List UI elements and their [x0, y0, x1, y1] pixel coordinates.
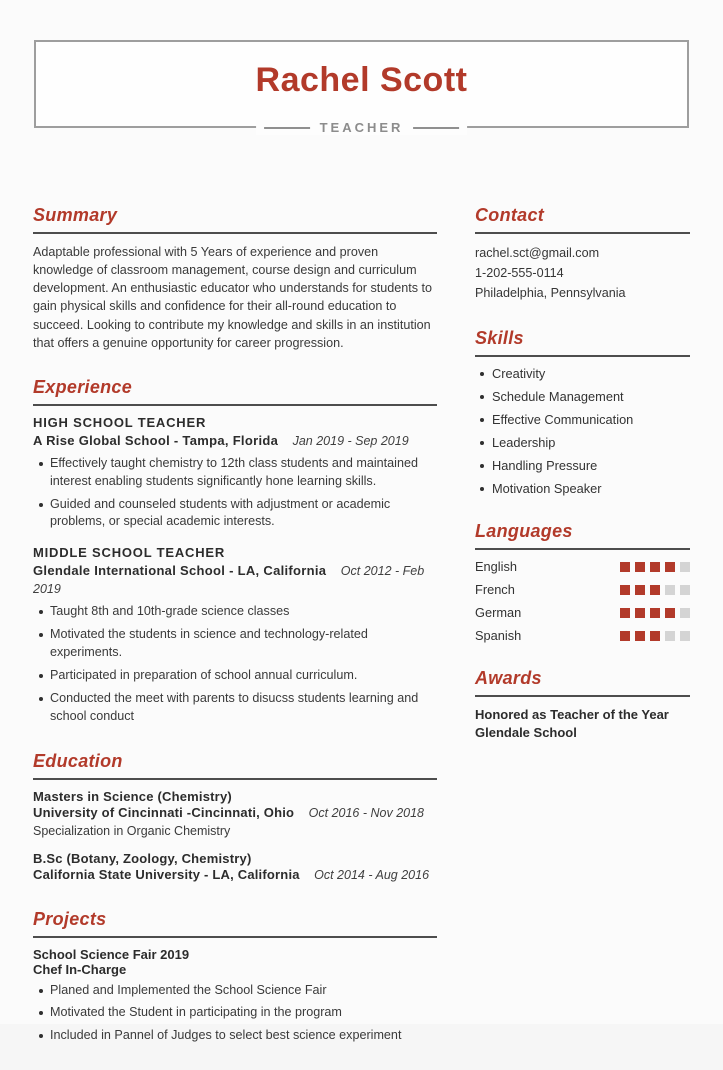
- level-square: [680, 562, 690, 572]
- skill-item: Motivation Speaker: [475, 481, 690, 496]
- languages-title: Languages: [475, 521, 690, 550]
- level-square: [620, 562, 630, 572]
- job-dates: Jan 2019 - Sep 2019: [292, 433, 409, 448]
- education-entry: [33, 851, 437, 884]
- level-square: [650, 631, 660, 641]
- language-name: German: [475, 605, 522, 620]
- language-level-indicator: [620, 562, 690, 572]
- section-education: [33, 751, 437, 884]
- school-line: [33, 866, 437, 884]
- section-languages: [475, 521, 690, 643]
- level-square: [650, 608, 660, 618]
- section-projects: [33, 909, 437, 1046]
- awards-title: Awards: [475, 668, 690, 697]
- summary-text: Adaptable professional with 5 Years of experience and proven knowledge of classroom management, course design and curriculum development. An enthusiastic educator who understands for students to gain physical skills and confidence for their all-round education to succeed. Looking to contribute my knowledge and skills in an institution that offers a genuine opportunity for career progression.: [33, 245, 433, 350]
- level-square: [635, 608, 645, 618]
- school-line: [33, 804, 437, 822]
- language-name: Spanish: [475, 628, 522, 643]
- page-title: Rachel Scott: [255, 60, 468, 99]
- skill-item: Effective Communication: [475, 412, 690, 427]
- award-text: Honored as Teacher of the Year: [475, 707, 669, 722]
- right-dash-divider: [413, 127, 459, 129]
- level-square: [650, 562, 660, 572]
- school-name: California State University - LA, California: [33, 866, 300, 882]
- level-square: [650, 585, 660, 595]
- job-org: Glendale International School - LA, California: [33, 563, 327, 579]
- section-experience: [33, 377, 437, 726]
- degree-name: B.Sc (Botany, Zoology, Chemistry): [33, 850, 252, 866]
- section-skills: [475, 328, 690, 496]
- project-bullet-list: [33, 982, 437, 1046]
- education-entry: [33, 789, 437, 838]
- skills-title: Skills: [475, 328, 690, 357]
- job-org: A Rise Global School - Tampa, Florida: [33, 432, 279, 448]
- resume-header: [34, 40, 689, 135]
- experience-entry: [33, 415, 437, 532]
- summary-title: Summary: [33, 205, 437, 234]
- level-square: [665, 585, 675, 595]
- left-dash-divider: [264, 127, 310, 129]
- project-role: Chef In-Charge: [33, 961, 127, 977]
- skill-item: Creativity: [475, 366, 690, 381]
- job-dates: Oct 2012 - Feb 2019: [33, 564, 425, 597]
- level-square: [620, 631, 630, 641]
- language-level-indicator: [620, 585, 690, 595]
- level-square: [665, 562, 675, 572]
- section-awards: [475, 668, 690, 741]
- contact-phone: 1-202-555-0114: [475, 266, 564, 280]
- language-name: French: [475, 582, 515, 597]
- job-bullet-list: [33, 455, 437, 532]
- job-bullet: Participated in preparation of school annual curriculum.: [33, 667, 437, 685]
- job-bullet: Effectively taught chemistry to 12th class students and maintained interest enabling students significantly hone learning skills.: [33, 455, 437, 491]
- award-text: Glendale School: [475, 724, 577, 740]
- project-name: School Science Fair 2019: [33, 946, 190, 962]
- school-name: University of Cincinnati -Cincinnati, Ohio: [33, 804, 295, 820]
- language-level-indicator: [620, 608, 690, 618]
- language-name: English: [475, 559, 517, 574]
- project-bullet: Planed and Implemented the School Science Fair: [33, 982, 437, 1000]
- right-column: [475, 205, 690, 1070]
- language-row: [475, 582, 690, 597]
- job-bullet: Taught 8th and 10th-grade science classes: [33, 603, 437, 621]
- job-role: HIGH SCHOOL TEACHER: [33, 414, 207, 430]
- degree-name: Masters in Science (Chemistry): [33, 788, 232, 804]
- role-label: [256, 120, 468, 135]
- experience-entry: [33, 545, 437, 725]
- language-row: [475, 605, 690, 620]
- job-role: MIDDLE SCHOOL TEACHER: [33, 545, 226, 561]
- project-bullet: Included in Pannel of Judges to select best science experiment: [33, 1027, 437, 1045]
- level-square: [635, 631, 645, 641]
- education-note: Specialization in Organic Chemistry: [33, 823, 231, 838]
- level-square: [680, 631, 690, 641]
- education-dates: Oct 2014 - Aug 2016: [314, 867, 430, 882]
- level-square: [620, 608, 630, 618]
- contact-email: rachel.sct@gmail.com: [475, 246, 600, 260]
- language-row: [475, 628, 690, 643]
- section-contact: [475, 205, 690, 303]
- contact-title: Contact: [475, 205, 690, 234]
- level-square: [680, 608, 690, 618]
- left-column: [33, 205, 437, 1070]
- education-dates: Oct 2016 - Nov 2018: [308, 805, 425, 820]
- section-summary: [33, 205, 437, 352]
- job-bullet: Conducted the meet with parents to disucss students learning and school conduct: [33, 690, 437, 726]
- level-square: [620, 585, 630, 595]
- contact-location: Philadelphia, Pennsylvania: [475, 286, 626, 300]
- job-bullet-list: [33, 603, 437, 725]
- experience-title: Experience: [33, 377, 437, 406]
- skill-item: Handling Pressure: [475, 458, 690, 473]
- job-org-line: [33, 432, 437, 450]
- level-square: [635, 585, 645, 595]
- language-row: [475, 559, 690, 574]
- language-level-indicator: [620, 631, 690, 641]
- job-org-line: [33, 562, 437, 598]
- role-text: TEACHER: [319, 120, 404, 135]
- job-bullet: Motivated the students in science and technology-related experiments.: [33, 626, 437, 662]
- level-square: [635, 562, 645, 572]
- level-square: [665, 608, 675, 618]
- projects-title: Projects: [33, 909, 437, 938]
- level-square: [665, 631, 675, 641]
- level-square: [680, 585, 690, 595]
- job-bullet: Guided and counseled students with adjustment or academic problems, or special academic interests.: [33, 496, 437, 532]
- content-columns: [33, 205, 690, 1070]
- skill-list: [475, 366, 690, 496]
- project-bullet: Motivated the Student in participating in the program: [33, 1004, 437, 1022]
- skill-item: Leadership: [475, 435, 690, 450]
- skill-item: Schedule Management: [475, 389, 690, 404]
- education-title: Education: [33, 751, 437, 780]
